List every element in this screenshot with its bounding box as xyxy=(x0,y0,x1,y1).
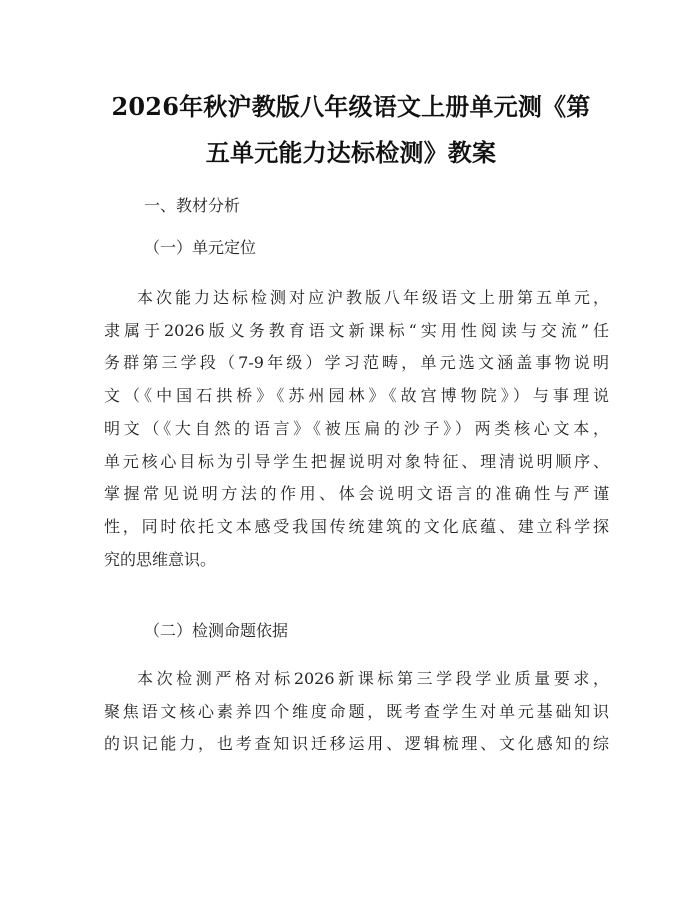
paragraph-line: 聚焦语文核心素养四个维度命题，既考查学生对单元基础知识 xyxy=(104,701,609,721)
paragraph-unit-positioning xyxy=(104,282,609,576)
paragraph-line: 掌握常见说明方法的作用、体会说明文语言的准确性与严谨 xyxy=(104,484,609,504)
paragraph-line: 的识记能力，也考查知识迁移运用、逻辑梳理、文化感知的综 xyxy=(104,734,609,754)
document-title xyxy=(96,84,606,176)
subsection-heading-unit-positioning: （一）单元定位 xyxy=(144,238,257,257)
paragraph-line: 文（《中国石拱桥》《苏州园林》《故宫博物院》）与事理说 xyxy=(104,386,609,406)
subsection-heading-test-basis: （二）检测命题依据 xyxy=(144,621,289,640)
paragraph-test-basis xyxy=(104,663,609,761)
paragraph-line: 务群第三学段（7-9年级）学习范畴，单元选文涵盖事物说明 xyxy=(104,353,609,373)
paragraph-line: 究的思维意识。 xyxy=(104,549,217,569)
section-heading-materials-analysis: 一、教材分析 xyxy=(144,196,241,215)
title-line-2: 五单元能力达标检测》教案 xyxy=(205,138,497,167)
paragraph-line: 本次能力达标检测对应沪教版八年级语文上册第五单元， xyxy=(137,288,609,307)
paragraph-line: 本次检测严格对标2026新课标第三学段学业质量要求， xyxy=(137,669,609,688)
paragraph-line: 性，同时依托文本感受我国传统建筑的文化底蕴、建立科学探 xyxy=(104,516,609,536)
title-line-1: 2026年秋沪教版八年级语文上册单元测《第 xyxy=(111,92,591,121)
paragraph-line: 明文（《大自然的语言》《被压扁的沙子》）两类核心文本， xyxy=(104,418,609,438)
paragraph-line: 隶属于2026版义务教育语文新课标“实用性阅读与交流”任 xyxy=(104,320,609,340)
paragraph-line: 单元核心目标为引导学生把握说明对象特征、理清说明顺序、 xyxy=(104,451,609,471)
